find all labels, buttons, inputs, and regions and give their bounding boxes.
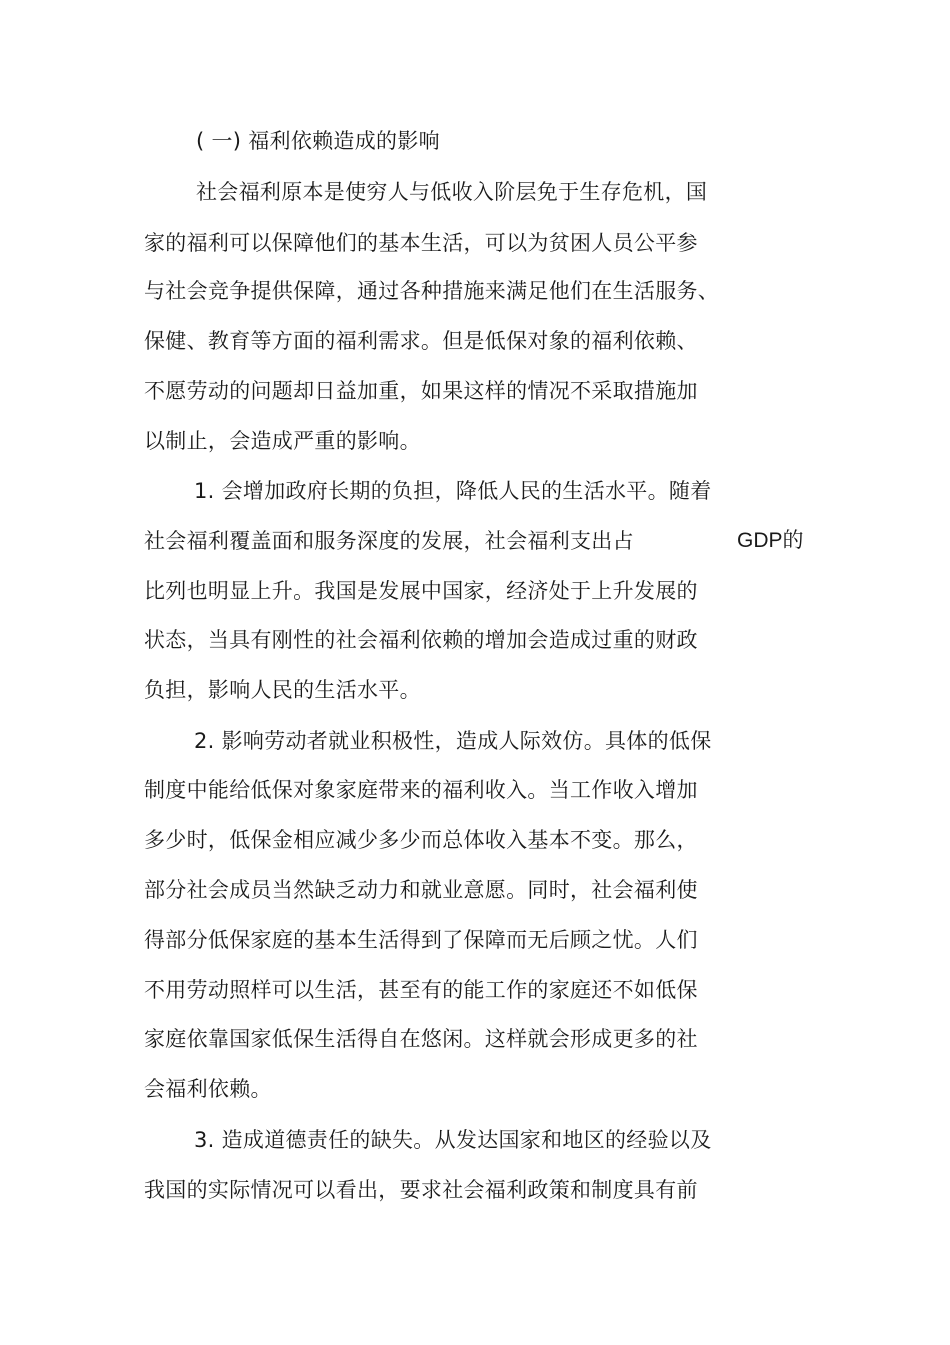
point-1-line: 1. 会增加政府长期的负担，降低人民的生活水平。随着 [194,479,712,503]
point-3-line: 我国的实际情况可以看出，要求社会福利政策和制度具有前 [144,1178,698,1202]
point-1-line: 比列也明显上升。我国是发展中国家，经济处于上升发展的 [144,579,698,603]
section-heading: ( 一) 福利依赖造成的影响 [196,129,440,153]
point-2-line: 2. 影响劳动者就业积极性，造成人际效仿。具体的低保 [194,729,712,753]
point-2-line: 会福利依赖。 [144,1077,272,1101]
point-2-line: 多少时，低保金相应减少多少而总体收入基本不变。那么， [144,828,698,852]
point-2-line: 家庭依靠国家低保生活得自在悠闲。这样就会形成更多的社 [144,1027,698,1051]
point-3-line: 3. 造成道德责任的缺失。从发达国家和地区的经验以及 [194,1128,712,1152]
point-1-line: 负担，影响人民的生活水平。 [144,678,421,702]
gdp-term: GDP的 [737,529,804,552]
paragraph-line: 以制止，会造成严重的影响。 [144,429,421,453]
point-2-line: 得部分低保家庭的基本生活得到了保障而无后顾之忧。人们 [144,928,698,952]
point-2-line: 制度中能给低保对象家庭带来的福利收入。当工作收入增加 [144,778,698,802]
paragraph-line: 不愿劳动的问题却日益加重，如果这样的情况不采取措施加 [144,379,698,403]
paragraph-line: 社会福利原本是使穷人与低收入阶层免于生存危机，国 [196,180,708,204]
paragraph-line: 家的福利可以保障他们的基本生活，可以为贫困人员公平参 [144,231,698,255]
point-1-line: 状态，当具有刚性的社会福利依赖的增加会造成过重的财政 [144,628,698,652]
point-2-line: 部分社会成员当然缺乏动力和就业意愿。同时，社会福利使 [144,878,698,902]
paragraph-line: 与社会竞争提供保障，通过各种措施来满足他们在生活服务、 [144,279,720,303]
point-2-line: 不用劳动照样可以生活，甚至有的能工作的家庭还不如低保 [144,978,698,1002]
paragraph-line: 保健、教育等方面的福利需求。但是低保对象的福利依赖、 [144,329,698,353]
point-1-line: 社会福利覆盖面和服务深度的发展，社会福利支出占 [144,529,634,553]
